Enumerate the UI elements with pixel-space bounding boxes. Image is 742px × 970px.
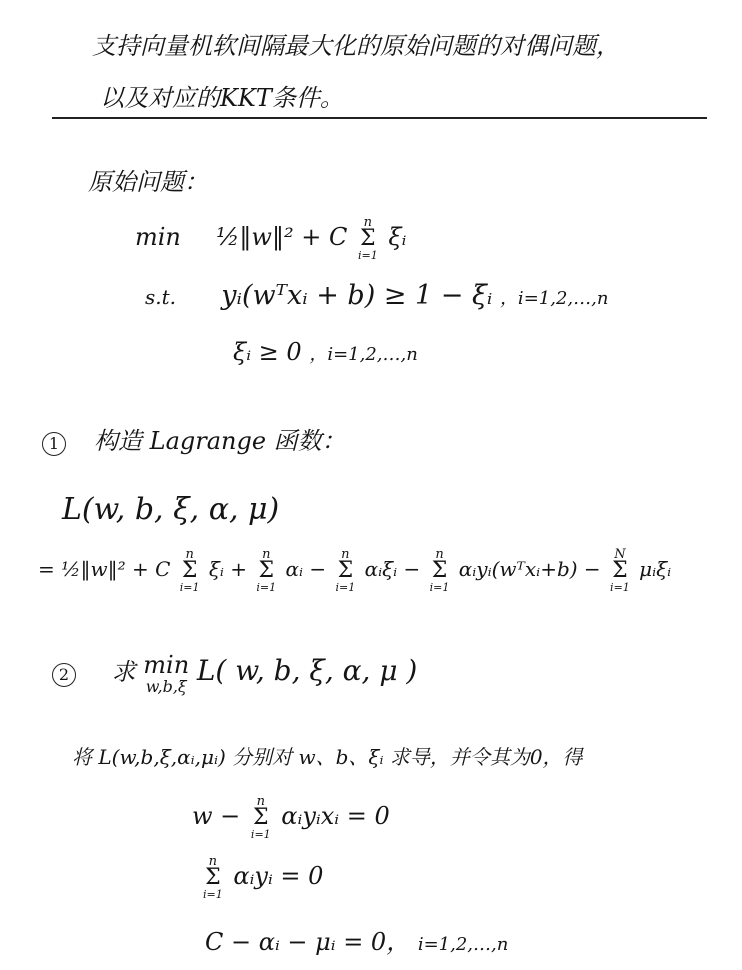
primal-constraint-2 [233,338,418,366]
min-subscript: w,b,ξ [145,677,187,697]
eq1-lhs: w − [192,801,241,830]
lagrangian-rhs [38,548,671,593]
min-label: min [135,222,181,251]
rhs-term-e: αᵢyᵢ(wᵀxᵢ+b) − [458,556,601,581]
step-2-description: 将 L(w,b,ξ,αᵢ,μᵢ) 分别对 w、b、ξᵢ 求导，并令其为0，得 [72,745,583,769]
min-label: min [143,651,190,679]
sum-symbol: N Σ i=1 [610,547,630,594]
sum-symbol: n Σ i=1 [335,547,356,594]
sum-symbol: n Σ i=1 [203,854,223,901]
step-number-2: 2 [52,663,76,687]
constraint-2-range: ，i=1,2,…,n [309,344,418,365]
rhs-term-c: αᵢ − [285,556,327,581]
sum-symbol: n Σ i=1 [256,547,277,594]
rhs-term-f: μᵢξᵢ [639,556,672,581]
divider [52,117,707,119]
eq1-rhs: αᵢyᵢxᵢ = 0 [281,801,390,830]
derivative-eq-xi [205,922,508,957]
step-2-title-a: 求 [111,658,136,686]
sum-symbol: n Σ i=1 [357,215,378,262]
primal-constraint-1 [145,280,608,311]
eq2-expr: αᵢyᵢ = 0 [233,861,324,890]
st-label: s.t. [145,285,177,309]
step-2-title-b: L( w, b, ξ, α, μ ) [196,654,418,687]
objective-term: ½‖w‖² + C [216,222,348,251]
step-1-heading [42,421,346,456]
derivative-eq-b [200,855,323,900]
lagrangian-lhs: L(w, b, ξ, α, μ) [62,492,280,527]
constraint-1-expr: yᵢ(wᵀxᵢ + b) ≥ 1 − ξᵢ [221,280,493,311]
step-2-heading [52,652,417,696]
eq3-expr: C − αᵢ − μᵢ = 0， [205,928,411,956]
rhs-term-d: αᵢξᵢ − [364,556,421,581]
sum-symbol: n Σ i=1 [429,547,450,594]
step-1-title: 构造 Lagrange 函数： [94,427,346,455]
header-line-1: 支持向量机软间隔最大化的原始问题的对偶问题， [92,32,620,60]
rhs-term-b: ξᵢ + [208,556,248,581]
derivative-eq-w [192,795,390,840]
sum-symbol: n Σ i=1 [179,547,200,594]
objective-var: ξᵢ [388,222,407,251]
constraint-2-expr: ξᵢ ≥ 0 [233,338,302,366]
min-operator [143,652,189,696]
header-line-2: 以及对应的KKT条件。 [100,84,344,112]
sum-symbol: n Σ i=1 [250,794,271,841]
rhs-term-a: = ½‖w‖² + C [38,556,171,581]
step-number-1: 1 [42,432,66,456]
constraint-1-range: ，i=1,2,…,n [499,288,609,309]
eq3-range: i=1,2,…,n [417,934,509,955]
primal-title: 原始问题： [88,168,208,196]
primal-objective-line [135,216,406,261]
